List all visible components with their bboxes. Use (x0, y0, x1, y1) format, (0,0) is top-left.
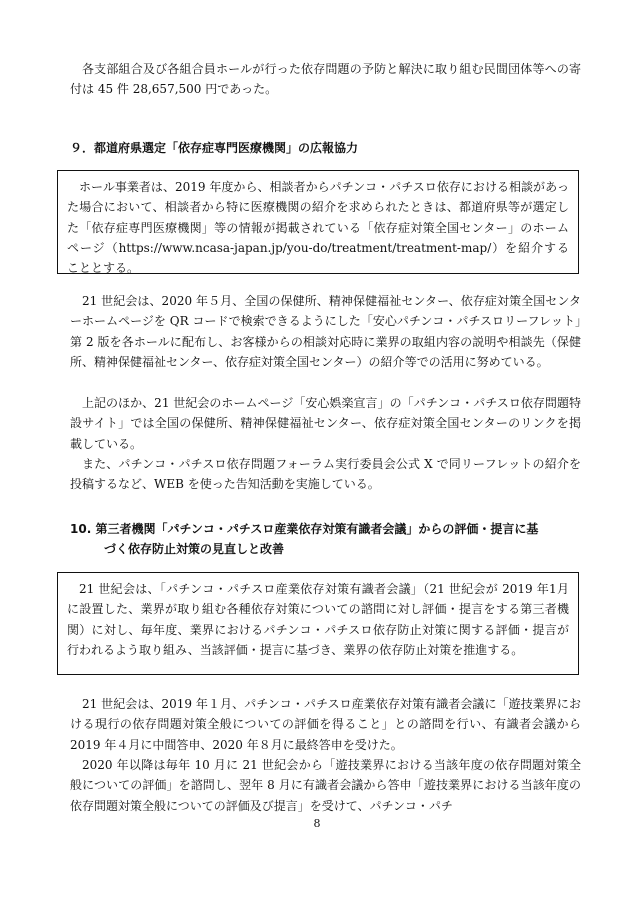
section-9-title: 都道府県選定「依存症専門医療機関」の広報協力 (94, 141, 359, 155)
section-9-paragraph-3: また、パチンコ・パチスロ依存問題フォーラム実行委員会公式 X で同リーフレットの紹介を投稿するなど、WEB を使った告知活動を実施している。 (70, 457, 581, 492)
section-9-paragraph-1: 21 世紀会は、2020 年５月、全国の保健所、精神保健福祉センター、依存症対策全国センターホームページを QR コードで検索できるようにした「安心パチンコ・パチスロリーフレット」第 2 版を各ホールに配布し、お客様からの相談対応時に業界の取組内容の説明や相談先（保健所、精神保健福祉センター、依存症対策全国センター）の紹介等での活用に努めている。 (70, 294, 581, 369)
section-10-title-line-2: づく依存防止対策の見直しと改善 (104, 542, 285, 556)
section-10-box-text: 21 世紀会は、「パチンコ・パチスロ産業依存対策有識者会議」（21 世紀会が 2019 年1月に設置した、業界が取り組む各種依存対策についての諮問に対し評価・提言をする第三者機関）に対し、毎年度、業界におけるパチンコ・パチスロ依存防止対策に関する評価・提言が行われるよう取り組み、当該評価・提言に基づき、業界の依存防止対策を推進する。 (67, 582, 569, 657)
section-9-paragraph-2: 上記のほか、21 世紀会のホームページ「安心娯楽宣言」の「パチンコ・パチスロ依存問題特設サイト」では全国の保健所、精神保健福祉センター、依存症対策全国センターのリンクを掲載している。 (70, 396, 581, 451)
section-10-paragraph-1: 21 世紀会は、2019 年１月、パチンコ・パチスロ産業依存対策有識者会議に「遊技業界における現行の依存問題対策全般についての評価を得ること」との諮問を行い、有識者会議から 2019 年４月に中間答申、2020 年８月に最終答申を受けた。 (70, 697, 581, 752)
section-9-policy-box (57, 170, 579, 274)
section-10-policy-box (57, 572, 579, 675)
section-9-number: ９． (70, 141, 95, 155)
section-10-paragraph-2: 2020 年以降は毎年 10 月に 21 世紀会から「遊技業界における当該年度の依存問題対策全般についての評価」を諮問し、翌年 8 月に有識者会議から答申「遊技業界における当該年度の依存問題対策全般についての評価及び提言」を受けて、パチンコ・パチ (70, 758, 581, 813)
section-10-number: 10. (70, 522, 92, 536)
intro-paragraph: 各支部組合及び各組合員ホールが行った依存問題の予防と解決に取り組む民間団体等への寄付は 45 件 28,657,500 円であった。 (70, 62, 581, 97)
section-10-title-line-1: 第三者機関「パチンコ・パチスロ産業依存対策有識者会議」からの評価・提言に基 (95, 522, 539, 536)
section-9-heading (70, 138, 581, 158)
page-number: 8 (313, 817, 321, 830)
section-9-box-text: ホール事業者は、2019 年度から、相談者からパチンコ・パチスロ依存における相談があった場合において、相談者から特に医療機関の紹介を求められたときは、都道府県等が選定した「依存症専門医療機関」等の情報が掲載されている「依存症対策全国センター」のホームページ（https://www.ncasa-japan.jp/you-do/treatment/treatment-map/）を紹介することとする。 (67, 180, 569, 276)
section-10-heading (70, 519, 581, 559)
